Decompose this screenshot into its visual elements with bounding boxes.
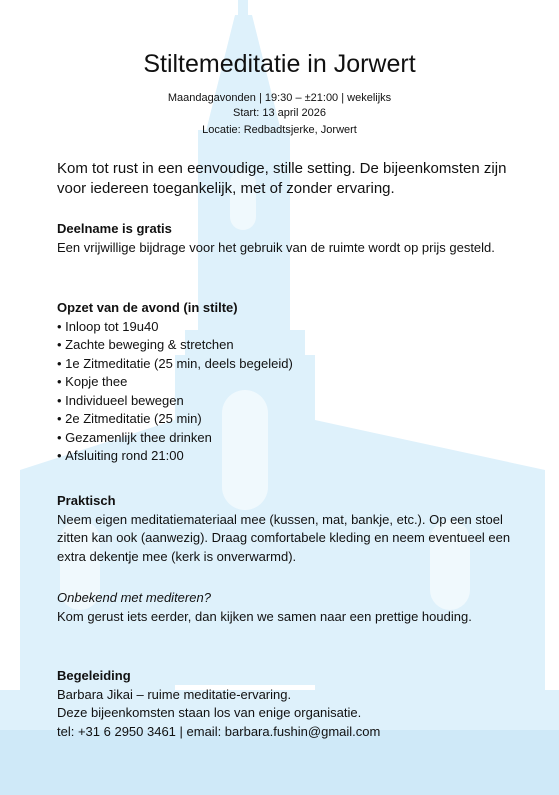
participation-heading: Deelname is gratis <box>57 221 172 236</box>
practical-text: Neem eigen meditatiemateriaal mee (kussen, mat, bankje, etc.). Op een stoel zitten kan ook (aanwezig). Draag comfortabele kleding en neem eventueel een extra dekentje mee (kerk is onverwarmd). <box>57 511 511 564</box>
program-heading: Opzet van de avond (in stilte) <box>57 300 238 315</box>
list-item: • Afsluiting rond 21:00 <box>57 447 517 466</box>
practical-heading: Praktisch <box>57 493 116 508</box>
list-item: • Kopje thee <box>57 373 517 392</box>
guidance-heading: Begeleiding <box>57 668 131 683</box>
practical-section <box>57 492 517 566</box>
location: Locatie: Redbadtsjerke, Jorwert <box>202 124 357 136</box>
guidance-section <box>57 667 517 741</box>
newcomers-text: Kom gerust iets eerder, dan kijken we samen naar een prettige houding. <box>57 608 472 624</box>
list-item: • 1e Zitmeditatie (25 min, deels begeleid) <box>57 355 517 374</box>
guidance-line-2: Deze bijeenkomsten staan los van enige organisatie. <box>57 705 362 720</box>
intro-text: Kom tot rust in een eenvoudige, stille setting. De bijeenkomsten zijn voor iedereen toegankelijk, met of zonder ervaring. <box>57 160 507 197</box>
list-item: • Individueel bewegen <box>57 392 517 411</box>
list-item: • Zachte beweging & stretchen <box>57 336 517 355</box>
schedule-line: Maandagavonden | 19:30 – ±21:00 | wekelijks <box>167 92 392 104</box>
program-list <box>57 318 517 466</box>
newcomers-question: Onbekend met mediteren? <box>57 590 211 605</box>
contact-line: tel: +31 6 2950 3461 | email: barbara.fushin@gmail.com <box>57 723 381 739</box>
participation-text: Een vrijwillige bijdrage voor het gebruik van de ruimte wordt op prijs gesteld. <box>57 239 495 255</box>
program-section <box>57 299 517 466</box>
page-title: Stiltemeditatie in Jorwert <box>143 50 416 78</box>
start-date: Start: 13 april 2026 <box>233 107 326 119</box>
list-item: • Inloop tot 19u40 <box>57 318 517 337</box>
list-item: • Gezamenlijk thee drinken <box>57 429 517 448</box>
participation-section <box>57 220 517 257</box>
newcomers-section <box>57 589 517 626</box>
list-item: • 2e Zitmeditatie (25 min) <box>57 410 517 429</box>
guidance-line-1: Barbara Jikai – ruime meditatie-ervaring. <box>57 686 292 702</box>
